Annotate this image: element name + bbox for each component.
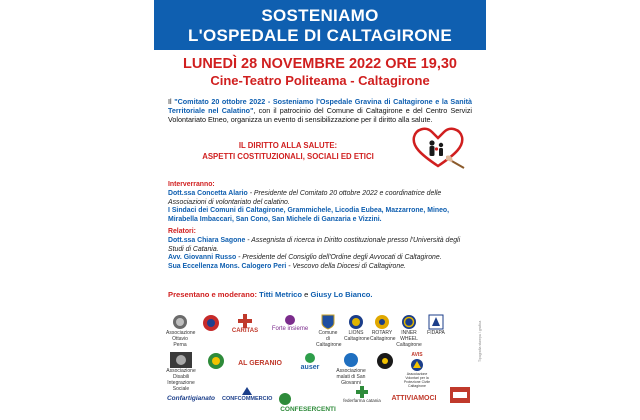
theme-line1: IL DIRITTO ALLA SALUTE: xyxy=(238,141,338,150)
fidapa-emblem-icon xyxy=(428,314,444,330)
moderators-label: Presentano e moderano: xyxy=(168,290,260,299)
moderator-2: Giusy Lo Bianco. xyxy=(310,290,373,299)
mayors-line: I Sindaci dei Comuni di Caltagirone, Grammichele, Licodia Eubea, Mazzarrone, Mineo, Mirabella Imbaccari, San Cono, San Michele di Ganzaria e Vizzini. xyxy=(168,207,450,224)
relatore-2-role: - Presidente del Consiglio dell'Ordine degli Avvocati di Caltagirone. xyxy=(236,254,442,262)
banner-title-line2: L'OSPEDALE DI CALTAGIRONE xyxy=(187,26,453,45)
moderators-and: e xyxy=(302,290,311,299)
poster-banner xyxy=(154,0,486,50)
rotary-wheel-icon xyxy=(374,314,390,330)
logo-caption: Associazione malati di San Giovanni xyxy=(336,368,366,386)
printer-credit: Tipografia stampa / grafica xyxy=(478,320,482,362)
logo-row-1 xyxy=(162,314,478,348)
moderators-line xyxy=(168,290,373,299)
confcommercio-logo xyxy=(222,386,272,416)
logo-caption: INNER WHEEL Caltagirone xyxy=(396,330,422,348)
confartigianato-logo xyxy=(166,386,216,416)
confcommercio-label: CONFCOMMERCIO xyxy=(222,396,273,402)
logo-caption: federfarma catania xyxy=(343,398,381,403)
al-geranio-logo xyxy=(234,352,286,382)
relatore-3-name: Sua Eccellenza Mons. Calogero Peri xyxy=(168,263,287,271)
red-badge-logo xyxy=(446,386,474,416)
speaker-1-name: Dott.ssa Concetta Alario xyxy=(168,189,248,197)
attiviamoci-label: ATTIVIAMOCI xyxy=(391,395,437,402)
logo-row-3 xyxy=(162,386,478,416)
federfarma-logo xyxy=(342,386,382,416)
relatore-2-name: Avv. Giovanni Russo xyxy=(168,254,237,262)
relatore-1-name: Dott.ssa Chiara Sagone xyxy=(168,236,246,244)
red-badge-icon xyxy=(449,386,471,404)
green-circle-emblem-icon xyxy=(207,352,225,370)
forte-insieme-logo xyxy=(268,314,312,344)
relatori-section xyxy=(168,228,474,272)
logo-caption: ROTARY Caltagirone xyxy=(370,330,396,342)
city-crest-icon xyxy=(321,314,335,330)
confesercenti-symbol-icon xyxy=(278,392,292,406)
al-geranio-label: AL GERANIO xyxy=(238,360,282,367)
relatore-2 xyxy=(168,254,474,263)
event-venue: Cine-Teatro Politeama - Caltagirone xyxy=(210,73,430,88)
auser-label: auser xyxy=(300,364,320,371)
theme-block xyxy=(178,140,398,162)
caritas-logo xyxy=(224,314,266,344)
intro-rest: , con il patrocinio del Comune di Caltagirone e del Centro Servizi Volontariato Etneo, organizza un evento di sensibilizzazione per il diritto alla salute. xyxy=(168,106,473,125)
caritas-label: CARITAS xyxy=(231,328,259,334)
heart-family-icon xyxy=(410,126,466,170)
disability-association-icon xyxy=(170,352,192,368)
intro-prefix: Il xyxy=(168,97,175,106)
auser-logo xyxy=(290,352,330,382)
relatore-3 xyxy=(168,263,474,272)
moderator-1: Titti Metrico xyxy=(259,290,303,299)
red-circle-emblem-icon xyxy=(202,314,220,332)
relatori-heading: Relatori: xyxy=(168,228,196,235)
red-emblem-logo xyxy=(200,314,222,344)
banner-title-line1: SOSTENIAMO xyxy=(261,6,379,25)
relatore-1 xyxy=(168,237,474,255)
civil-protection-icon xyxy=(410,358,424,372)
auser-symbol-icon xyxy=(304,352,316,364)
confesercenti-logo xyxy=(278,386,338,416)
dark-circle-emblem-icon xyxy=(376,352,394,370)
logo-caption: Associazione Volontari per la Protezione Civile Caltagirone xyxy=(403,372,431,388)
disabili-logo xyxy=(166,352,196,392)
confartigianato-label: Confartigianato xyxy=(166,395,216,402)
relatore-1-role: - Assegnista di ricerca in Diritto costituzionale presso l'Università degli Studi di Catania. xyxy=(168,236,461,253)
green-emblem-logo xyxy=(204,352,228,382)
black-emblem-logo xyxy=(374,352,396,382)
ottavio-perna-logo xyxy=(166,314,196,348)
logo-caption: Associazione Disabili Integrazione Sociale xyxy=(166,368,196,392)
theme-line2: ASPETTI COSTITUZIONALI, SOCIALI ED ETICI xyxy=(202,152,374,161)
inner-wheel-icon xyxy=(401,314,417,330)
caritas-cross-icon xyxy=(238,314,252,328)
speaker-1-role: - Presidente del Comitato 20 ottobre 2022 e coordinatrice delle Associazioni di volontariato del calatino. xyxy=(168,189,442,206)
rotary-logo xyxy=(370,314,394,344)
committee-name: "Comitato 20 ottobre 2022 - Sosteniamo l'Ospedale Gravina di Caltagirone e la Sanità Territoriale nel Calatino" xyxy=(168,97,472,116)
association-circle-icon xyxy=(343,352,359,368)
comune-caltagirone-logo xyxy=(316,314,342,348)
logo-caption: Comune di Caltagirone xyxy=(316,330,342,348)
avis-label: AVIS xyxy=(411,352,423,358)
logo-row-2 xyxy=(162,352,478,392)
logo-caption: FIDAPA xyxy=(427,330,445,336)
relatore-3-role: - Vescovo della Diocesi di Caltagirone. xyxy=(286,263,406,271)
logo-caption: Associazione Ottavio Perna xyxy=(166,330,196,348)
event-poster xyxy=(154,0,486,420)
speakers-heading: Interverranno: xyxy=(168,181,215,188)
pharmacy-cross-icon xyxy=(356,386,368,398)
event-date: LUNEDÌ 28 NOVEMBRE 2022 ORE 19,30 xyxy=(183,56,457,72)
speakers-section xyxy=(168,181,474,225)
association-emblem-icon xyxy=(172,314,188,330)
protezione-civile-logo xyxy=(402,352,432,388)
lions-logo xyxy=(344,314,368,344)
fidapa-logo xyxy=(424,314,448,344)
lions-emblem-icon xyxy=(348,314,364,330)
malati-san-giovanni-logo xyxy=(334,352,368,386)
confcommercio-symbol-icon xyxy=(241,386,253,396)
logo-caption: LIONS Caltagirone xyxy=(344,330,370,342)
intro-paragraph xyxy=(168,97,472,125)
forte-insieme-symbol-icon xyxy=(284,314,296,326)
confesercenti-label: CONFESERCENTI xyxy=(280,406,336,413)
forte-insieme-label: Forte insieme xyxy=(271,326,309,332)
speaker-1 xyxy=(168,190,474,208)
attiviamoci-logo xyxy=(386,386,442,416)
inner-wheel-logo xyxy=(396,314,422,348)
